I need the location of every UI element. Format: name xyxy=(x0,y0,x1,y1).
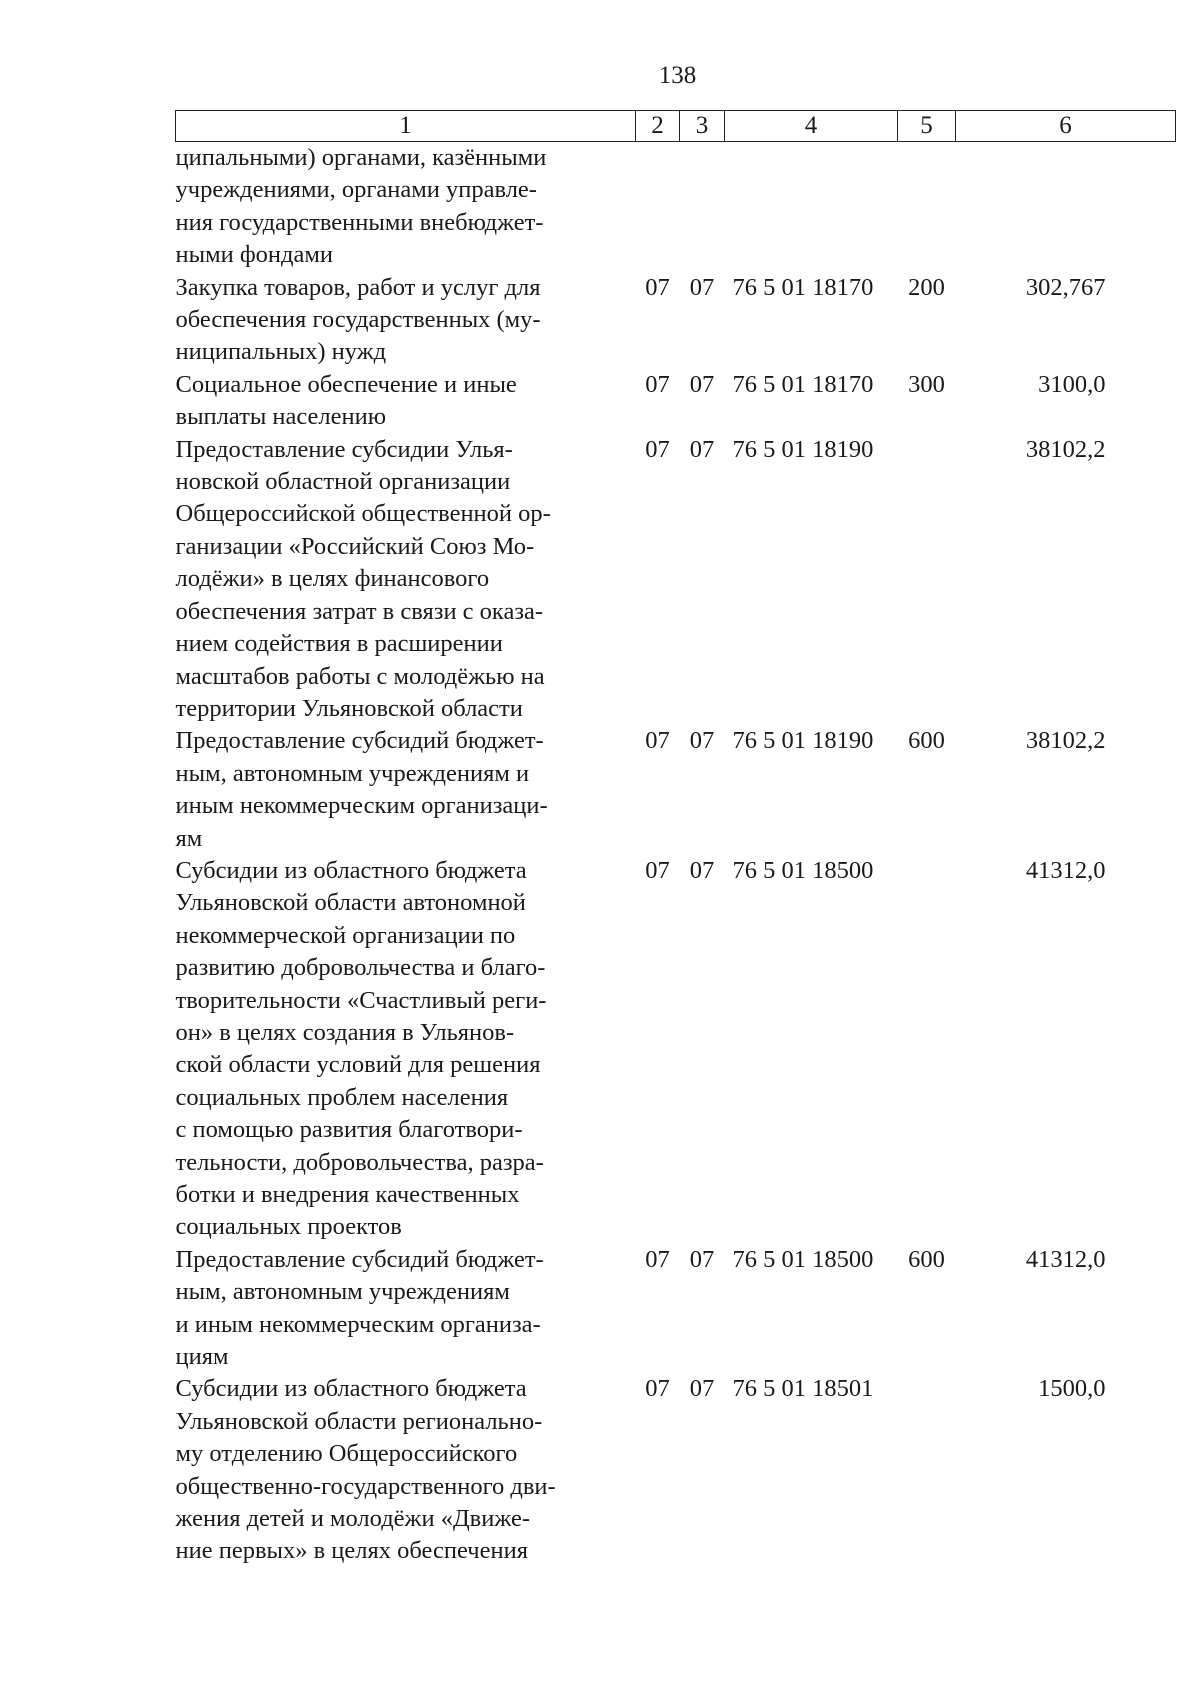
column-header-4: 4 xyxy=(725,111,898,142)
row-section: 07 xyxy=(645,856,670,884)
column-number-header xyxy=(176,111,1176,142)
row-target-article: 76 5 01 18170 xyxy=(732,273,874,301)
row-name: Предоставление субсидий бюджет- ным, автономным учреждениям и иным некоммерческим организаци- ям xyxy=(175,727,548,852)
row-section: 07 xyxy=(645,370,670,398)
row-subsection: 07 xyxy=(689,435,715,463)
row-amount: 38102,2 xyxy=(1025,727,1106,755)
table-row xyxy=(176,434,1176,726)
page-number: 138 xyxy=(658,62,697,89)
row-section: 07 xyxy=(645,273,670,301)
row-name: Закупка товаров, работ и услуг для обеспечения государственных (му- ниципальных) нужд xyxy=(175,273,541,366)
row-expense-type xyxy=(898,142,956,272)
row-subsection: 07 xyxy=(689,727,715,755)
row-expense-type: 600 xyxy=(908,1245,945,1273)
row-section: 07 xyxy=(645,1375,670,1403)
row-subsection: 07 xyxy=(689,370,715,398)
row-amount: 1500,0 xyxy=(1038,1375,1106,1403)
row-subsection: 07 xyxy=(689,856,715,884)
row-amount xyxy=(956,142,1176,272)
row-amount: 302,767 xyxy=(1025,273,1106,301)
row-section xyxy=(636,142,680,272)
table-row xyxy=(176,725,1176,855)
row-section: 07 xyxy=(645,727,670,755)
row-section: 07 xyxy=(645,1245,670,1273)
column-header-6: 6 xyxy=(956,111,1176,142)
row-amount: 38102,2 xyxy=(1025,435,1106,463)
table-row xyxy=(176,369,1176,434)
column-header-2: 2 xyxy=(636,111,680,142)
column-header-1: 1 xyxy=(176,111,636,142)
row-expense-type xyxy=(898,855,956,1244)
row-amount: 41312,0 xyxy=(1025,856,1106,884)
row-subsection: 07 xyxy=(689,1375,715,1403)
row-section: 07 xyxy=(645,435,670,463)
table-row xyxy=(176,1373,1176,1567)
row-name: ципальными) органами, казёнными учреждениями, органами управле- ния государственными внебюджет- ными фондами xyxy=(175,144,547,269)
table-row xyxy=(176,272,1176,369)
row-expense-type: 600 xyxy=(908,727,945,755)
table-row xyxy=(176,142,1176,272)
row-expense-type: 200 xyxy=(908,273,945,301)
row-target-article: 76 5 01 18190 xyxy=(732,727,874,755)
row-name: Субсидии из областного бюджета Ульяновской области регионально- му отделению Общероссийского общественно-государственного дви- жения детей и молодёжи «Движе- ние первых» в целях обеспечения xyxy=(175,1375,556,1565)
table-row xyxy=(176,855,1176,1244)
row-subsection xyxy=(680,142,725,272)
row-subsection: 07 xyxy=(689,1245,715,1273)
row-expense-type: 300 xyxy=(908,370,945,398)
row-amount: 41312,0 xyxy=(1025,1245,1106,1273)
row-name: Субсидии из областного бюджета Ульяновской области автономной некоммерческой организации по развитию добровольчества и благо- творительности «Счастливый реги- он» в целях создания в Ульянов- ской области условий для решения социальных проблем населения с помощью развития благотвори- тельности, добровольчества, разра- ботки и внедрения качественных социальных проектов xyxy=(175,856,547,1241)
row-target-article xyxy=(725,142,898,272)
column-header-3: 3 xyxy=(680,111,725,142)
row-target-article: 76 5 01 18501 xyxy=(732,1375,874,1403)
budget-table-container xyxy=(175,110,1175,1568)
column-header-5: 5 xyxy=(898,111,956,142)
row-target-article: 76 5 01 18190 xyxy=(732,435,874,463)
budget-table xyxy=(175,110,1176,1568)
row-subsection: 07 xyxy=(689,273,715,301)
row-expense-type xyxy=(898,434,956,726)
row-name: Предоставление субсидии Улья- новской областной организации Общероссийской общественной ор- ганизации «Российский Союз Мо- лодёжи» в целях финансового обеспечения затрат в связи с оказа- нием содействия в расширении масштабов работы с молодёжью на территории Ульяновской области xyxy=(175,435,551,722)
row-amount: 3100,0 xyxy=(1038,370,1106,398)
row-target-article: 76 5 01 18500 xyxy=(732,856,874,884)
row-name: Предоставление субсидий бюджет- ным, автономным учреждениям и иным некоммерческим организа- циям xyxy=(175,1245,544,1371)
row-target-article: 76 5 01 18170 xyxy=(732,370,874,398)
row-expense-type xyxy=(898,1373,956,1567)
row-name: Социальное обеспечение и иные выплаты населению xyxy=(175,370,517,431)
table-row xyxy=(176,1244,1176,1374)
row-target-article: 76 5 01 18500 xyxy=(732,1245,874,1273)
